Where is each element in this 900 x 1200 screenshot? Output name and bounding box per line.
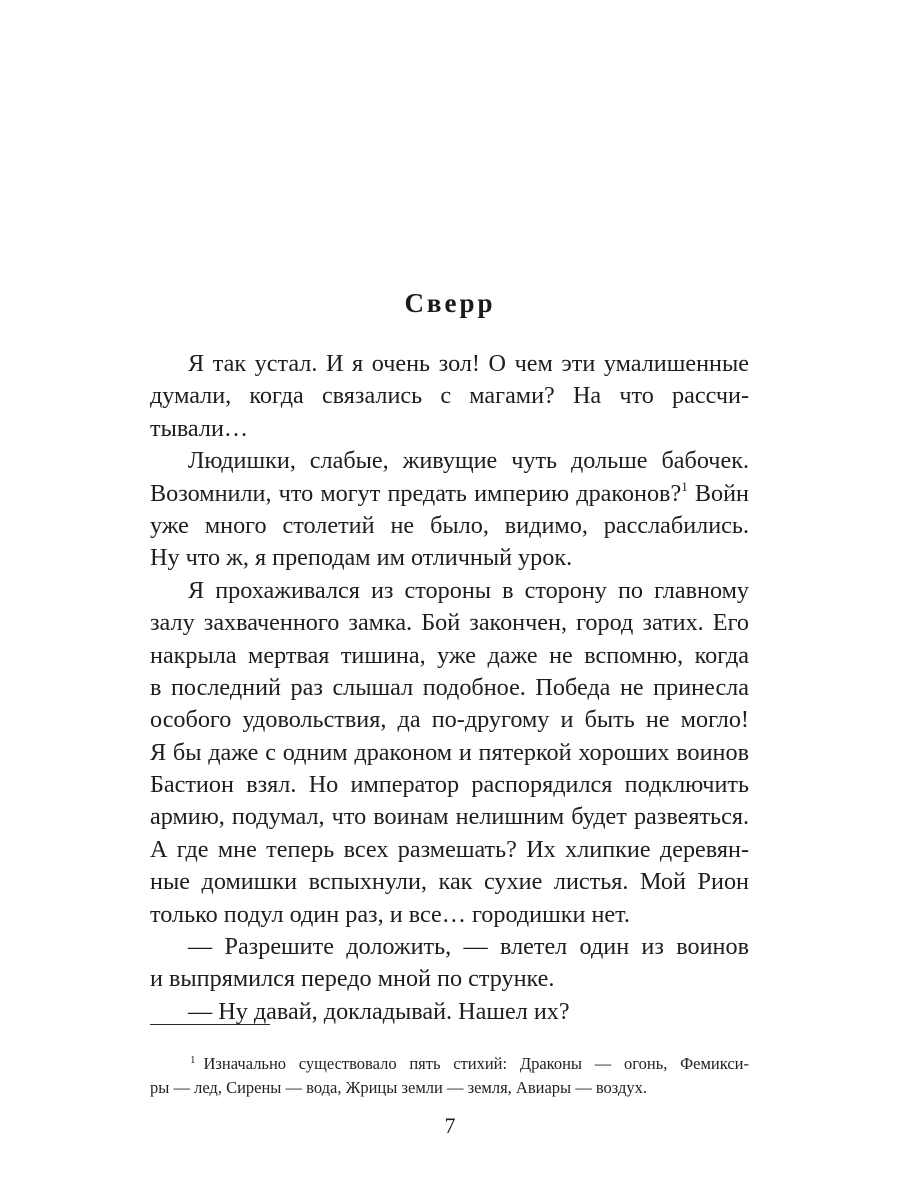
text-line-with-footnote-ref [150, 478, 749, 510]
text-line: накрыла мертвая тишина, уже даже не вспомню, когда [150, 641, 749, 669]
text-line: думали, когда связались с магами? На что рассчи- [150, 382, 749, 410]
footnote-divider [150, 1024, 270, 1025]
footnote-reference[interactable]: 1 [681, 478, 688, 494]
text-line: армию, подумал, что воинам нелишним будет развеяться. [150, 803, 749, 831]
text-line: Ну что ж, я преподам им отличный урок. [150, 544, 573, 572]
text-line: уже много столетий не было, видимо, расслабились. [150, 511, 749, 539]
footnote-line: ры — лед, Сирены — вода, Жрицы земли — земля, Авиары — воздух. [150, 1078, 648, 1097]
text-line: и выпрямился передо мной по струнке. [150, 965, 555, 993]
text-segment: Возомнили, что могут предать империю драконов? [150, 479, 682, 507]
page-number: 7 [444, 1113, 456, 1138]
footnote [150, 1052, 749, 1100]
text-line: только подул один раз, и все… городишки нет. [150, 900, 630, 928]
text-line: Я бы даже с одним драконом и пятеркой хороших воинов [150, 738, 749, 766]
text-line: Бастион взял. Но император распорядился подключить [150, 771, 749, 799]
footnote-text: Изначально существовало пять стихий: Драконы — огонь, Фемикси- [203, 1054, 749, 1073]
footnote-mark: 1 [190, 1053, 196, 1066]
text-line: Я прохаживался из стороны в сторону по главному [188, 576, 749, 604]
text-segment: Войн [687, 479, 749, 507]
text-line: ные домишки вспыхнули, как сухие листья. Мой Рион [150, 868, 749, 896]
text-line: особого удовольствия, да по-другому и быть не могло! [150, 706, 749, 734]
dialogue-line: — Разрешите доложить, — влетел один из воинов [188, 933, 749, 961]
text-line: в последний раз слышал подобное. Победа не принесла [150, 673, 749, 701]
text-line: Людишки, слабые, живущие чуть дольше бабочек. [188, 447, 749, 475]
body-text [150, 348, 749, 1028]
chapter-title: Сверр [404, 288, 496, 318]
text-line: тывали… [150, 414, 249, 442]
text-line: А где мне теперь всех размешать? Их хлипкие деревян- [150, 835, 749, 863]
text-line: Я так устал. И я очень зол! О чем эти умалишенные [188, 350, 749, 377]
dialogue-line: — Ну давай, докладывай. Нашел их? [188, 997, 570, 1025]
text-line: залу захваченного замка. Бой закончен, город затих. Его [150, 609, 749, 637]
footnote-line [150, 1052, 749, 1076]
